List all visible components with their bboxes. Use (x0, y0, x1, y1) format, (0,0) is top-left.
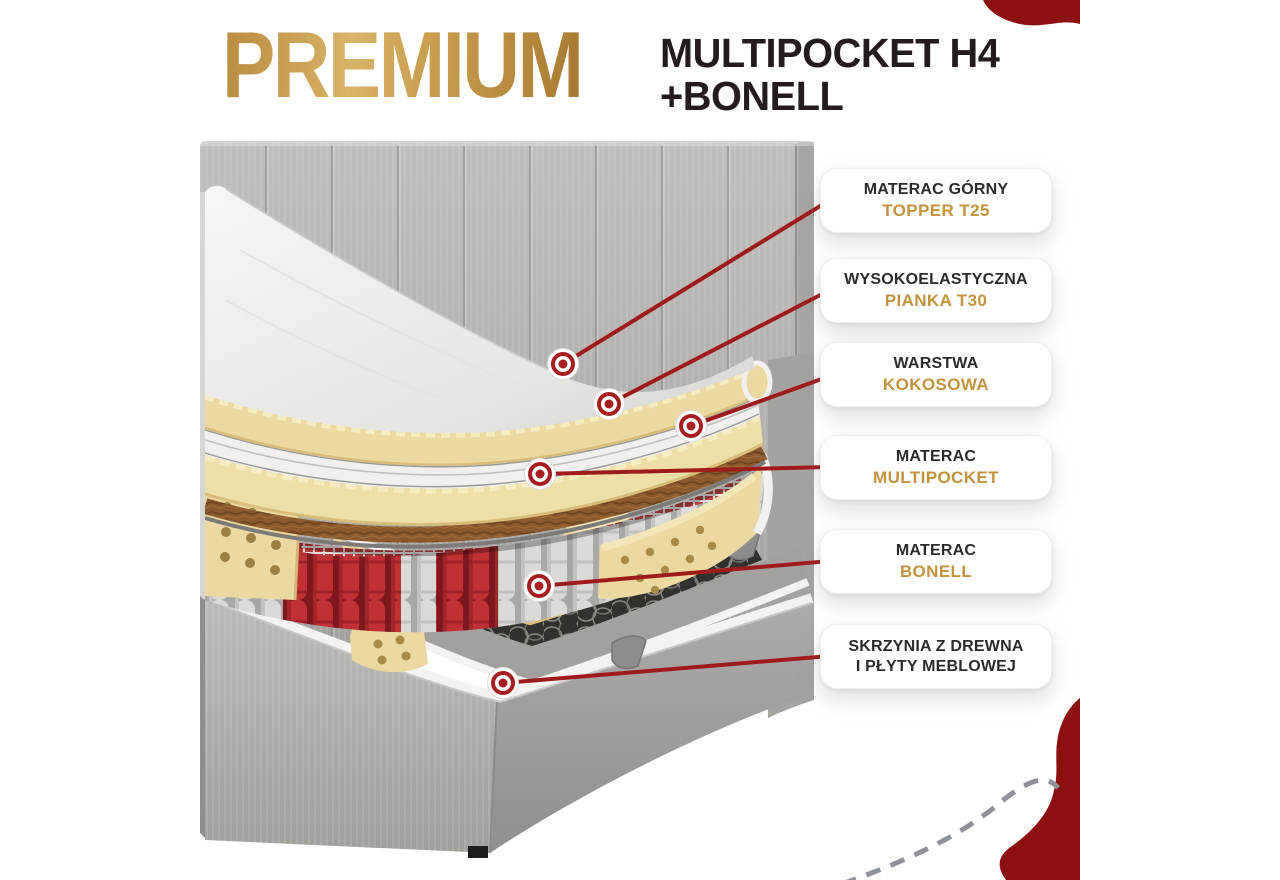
callout-label: WARSTWA (893, 354, 979, 372)
callout-topper-t25 (820, 168, 1052, 233)
target-marker-icon (488, 668, 519, 699)
callout-label: MATERAC GÓRNY (863, 180, 1009, 198)
callout-label: MATERAC (895, 447, 977, 465)
target-marker-icon (524, 571, 555, 602)
callout-label-line2: I PŁYTY MEBLOWEJ (855, 657, 1017, 675)
callout-kokosowa (820, 342, 1052, 407)
target-marker-icon (594, 389, 625, 420)
callout-value: PIANKA T30 (884, 290, 988, 310)
callout-skrzynia (820, 624, 1052, 689)
callout-value: MULTIPOCKET (873, 467, 999, 487)
callout-multipocket (820, 435, 1052, 500)
brand-title: PREMIUM (222, 12, 582, 117)
callout-label: SKRZYNIA Z DREWNA (848, 637, 1024, 655)
model-title-line1: MULTIPOCKET H4 (660, 30, 1000, 76)
wave-blob-top-right (983, 0, 1080, 25)
wave-blob-bottom-right (1000, 698, 1080, 880)
target-marker-icon (676, 411, 707, 442)
callout-bonell (820, 529, 1052, 594)
callout-label: WYSOKOELASTYCZNA (844, 270, 1028, 288)
callout-label: MATERAC (895, 541, 977, 559)
target-marker-icon (548, 349, 579, 380)
model-title (660, 32, 999, 118)
model-title-line2: +BONELL (660, 73, 844, 119)
callout-value: BONELL (899, 561, 973, 581)
callout-pianka-t30 (820, 258, 1052, 323)
callout-value: KOKOSOWA (882, 374, 990, 394)
callout-value: TOPPER T25 (882, 200, 990, 220)
target-marker-icon (525, 459, 556, 490)
